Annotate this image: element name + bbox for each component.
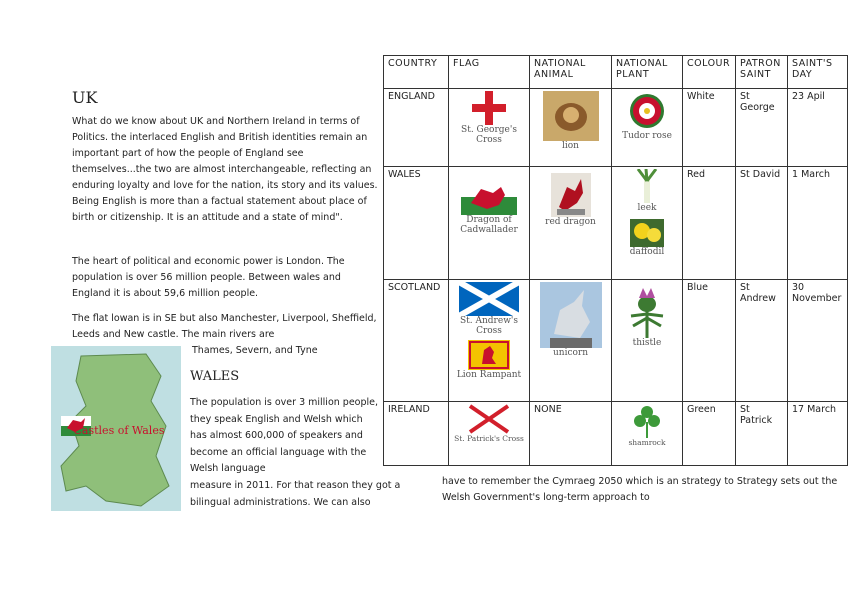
cell-colour: White: [683, 89, 736, 167]
flag-caption: St. Andrew's Cross: [460, 316, 518, 336]
table-row: [384, 280, 848, 402]
st-patrick-cross-icon: [468, 404, 510, 434]
st-andrew-cross-icon: [459, 282, 519, 316]
cell-country: IRELAND: [384, 402, 449, 466]
lion-rampant-flag-icon: [468, 340, 510, 370]
wales-heading: WALES: [190, 369, 240, 384]
cymraeg-paragraph: have to remember the Cymraeg 2050 which is an strategy to Strategy sets out the Welsh Government's long-term approach to: [442, 476, 838, 503]
cell-day: 30 November: [788, 280, 848, 402]
cell-colour: Blue: [683, 280, 736, 402]
table-row: [384, 167, 848, 280]
header-animal: NATIONAL ANIMAL: [530, 56, 612, 89]
cell-flag: [449, 167, 530, 280]
cell-plant: [612, 89, 683, 167]
red-dragon-icon: [551, 173, 591, 217]
shamrock-icon: [631, 404, 663, 438]
tudor-rose-icon: [627, 91, 667, 131]
wales-paragraph-continued: measure in 2011. For that reason they got a bilingual administrations. We can also: [190, 480, 401, 508]
uk-paragraph-population: The heart of political and economic power is London. The population is over 56 million people. Between wales and England it is about 59,6 million people.: [72, 256, 345, 299]
plant-caption: thistle: [632, 338, 662, 348]
cell-colour: Green: [683, 402, 736, 466]
cell-country: SCOTLAND: [384, 280, 449, 402]
lion-icon: [543, 91, 599, 141]
uk-paragraph-geography: The flat lowan is in SE but also Manchester, Liverpool, Sheffield, Leeds and New castle. The main rivers are: [72, 313, 377, 340]
nations-table: [383, 55, 848, 466]
st-george-cross-icon: [472, 91, 506, 125]
cell-day: 23 Apil: [788, 89, 848, 167]
flag-caption: St. George's Cross: [461, 125, 517, 145]
welsh-dragon-flag-icon: [461, 179, 517, 215]
header-day: SAINT'S DAY: [788, 56, 848, 89]
wales-paragraph: The population is over 3 million people, they speak English and Welsh which has almost 600,000 of speakers and become an official language with the Welsh language: [190, 397, 379, 475]
thistle-icon: [625, 286, 669, 338]
flag-caption: Dragon of Cadwallader: [460, 215, 518, 235]
plant-caption-2: daffodil: [629, 247, 665, 257]
header-saint: PATRON SAINT: [736, 56, 788, 89]
cell-saint: St David: [736, 167, 788, 280]
table-row: [384, 402, 848, 466]
cell-saint: St Andrew: [736, 280, 788, 402]
cell-plant: [612, 402, 683, 466]
cell-saint: St Patrick: [736, 402, 788, 466]
cell-plant: [612, 167, 683, 280]
animal-caption: lion: [562, 141, 579, 151]
plant-caption: shamrock: [628, 438, 666, 447]
plant-caption: Tudor rose: [622, 131, 672, 141]
cell-animal: [530, 280, 612, 402]
cell-flag: [449, 402, 530, 466]
flag-caption: St. Patrick's Cross: [454, 434, 524, 443]
header-country: COUNTRY: [384, 56, 449, 89]
cell-animal: [530, 89, 612, 167]
cell-animal: [530, 167, 612, 280]
table-row: [384, 89, 848, 167]
cell-plant: [612, 280, 683, 402]
header-flag: FLAG: [449, 56, 530, 89]
cell-flag: [449, 280, 530, 402]
unicorn-icon: [540, 282, 602, 348]
plant-caption: leek: [637, 203, 657, 213]
animal-caption: red dragon: [545, 217, 596, 227]
uk-heading: UK: [72, 88, 98, 107]
leek-icon: [632, 169, 662, 203]
uk-rivers: Thames, Severn, and Tyne: [192, 345, 318, 356]
uk-paragraph-identity: What do we know about UK and Northern Ireland in terms of Politics. the interlaced English and British identities remain an important part of how the people of England see themselves...the two are almost interchangeable, reflecting an enduring loyalty and love for the nation, its story and its values. Being English is more than a factual statement about place of birth or citizenship. It is an attitude and a state of mind".: [72, 116, 378, 223]
table-header-row: [384, 56, 848, 89]
cell-animal: NONE: [530, 402, 612, 466]
cell-day: 1 March: [788, 167, 848, 280]
wales-map-image: [51, 346, 181, 511]
cell-saint: St George: [736, 89, 788, 167]
flag-caption-2: Lion Rampant: [456, 370, 522, 380]
header-plant: NATIONAL PLANT: [612, 56, 683, 89]
daffodil-icon: [630, 219, 664, 247]
cell-flag: [449, 89, 530, 167]
cell-day: 17 March: [788, 402, 848, 466]
cell-country: ENGLAND: [384, 89, 449, 167]
header-colour: COLOUR: [683, 56, 736, 89]
cell-country: WALES: [384, 167, 449, 280]
cell-colour: Red: [683, 167, 736, 280]
animal-caption: unicorn: [552, 348, 589, 358]
map-label: Castles of Wales: [73, 424, 165, 437]
